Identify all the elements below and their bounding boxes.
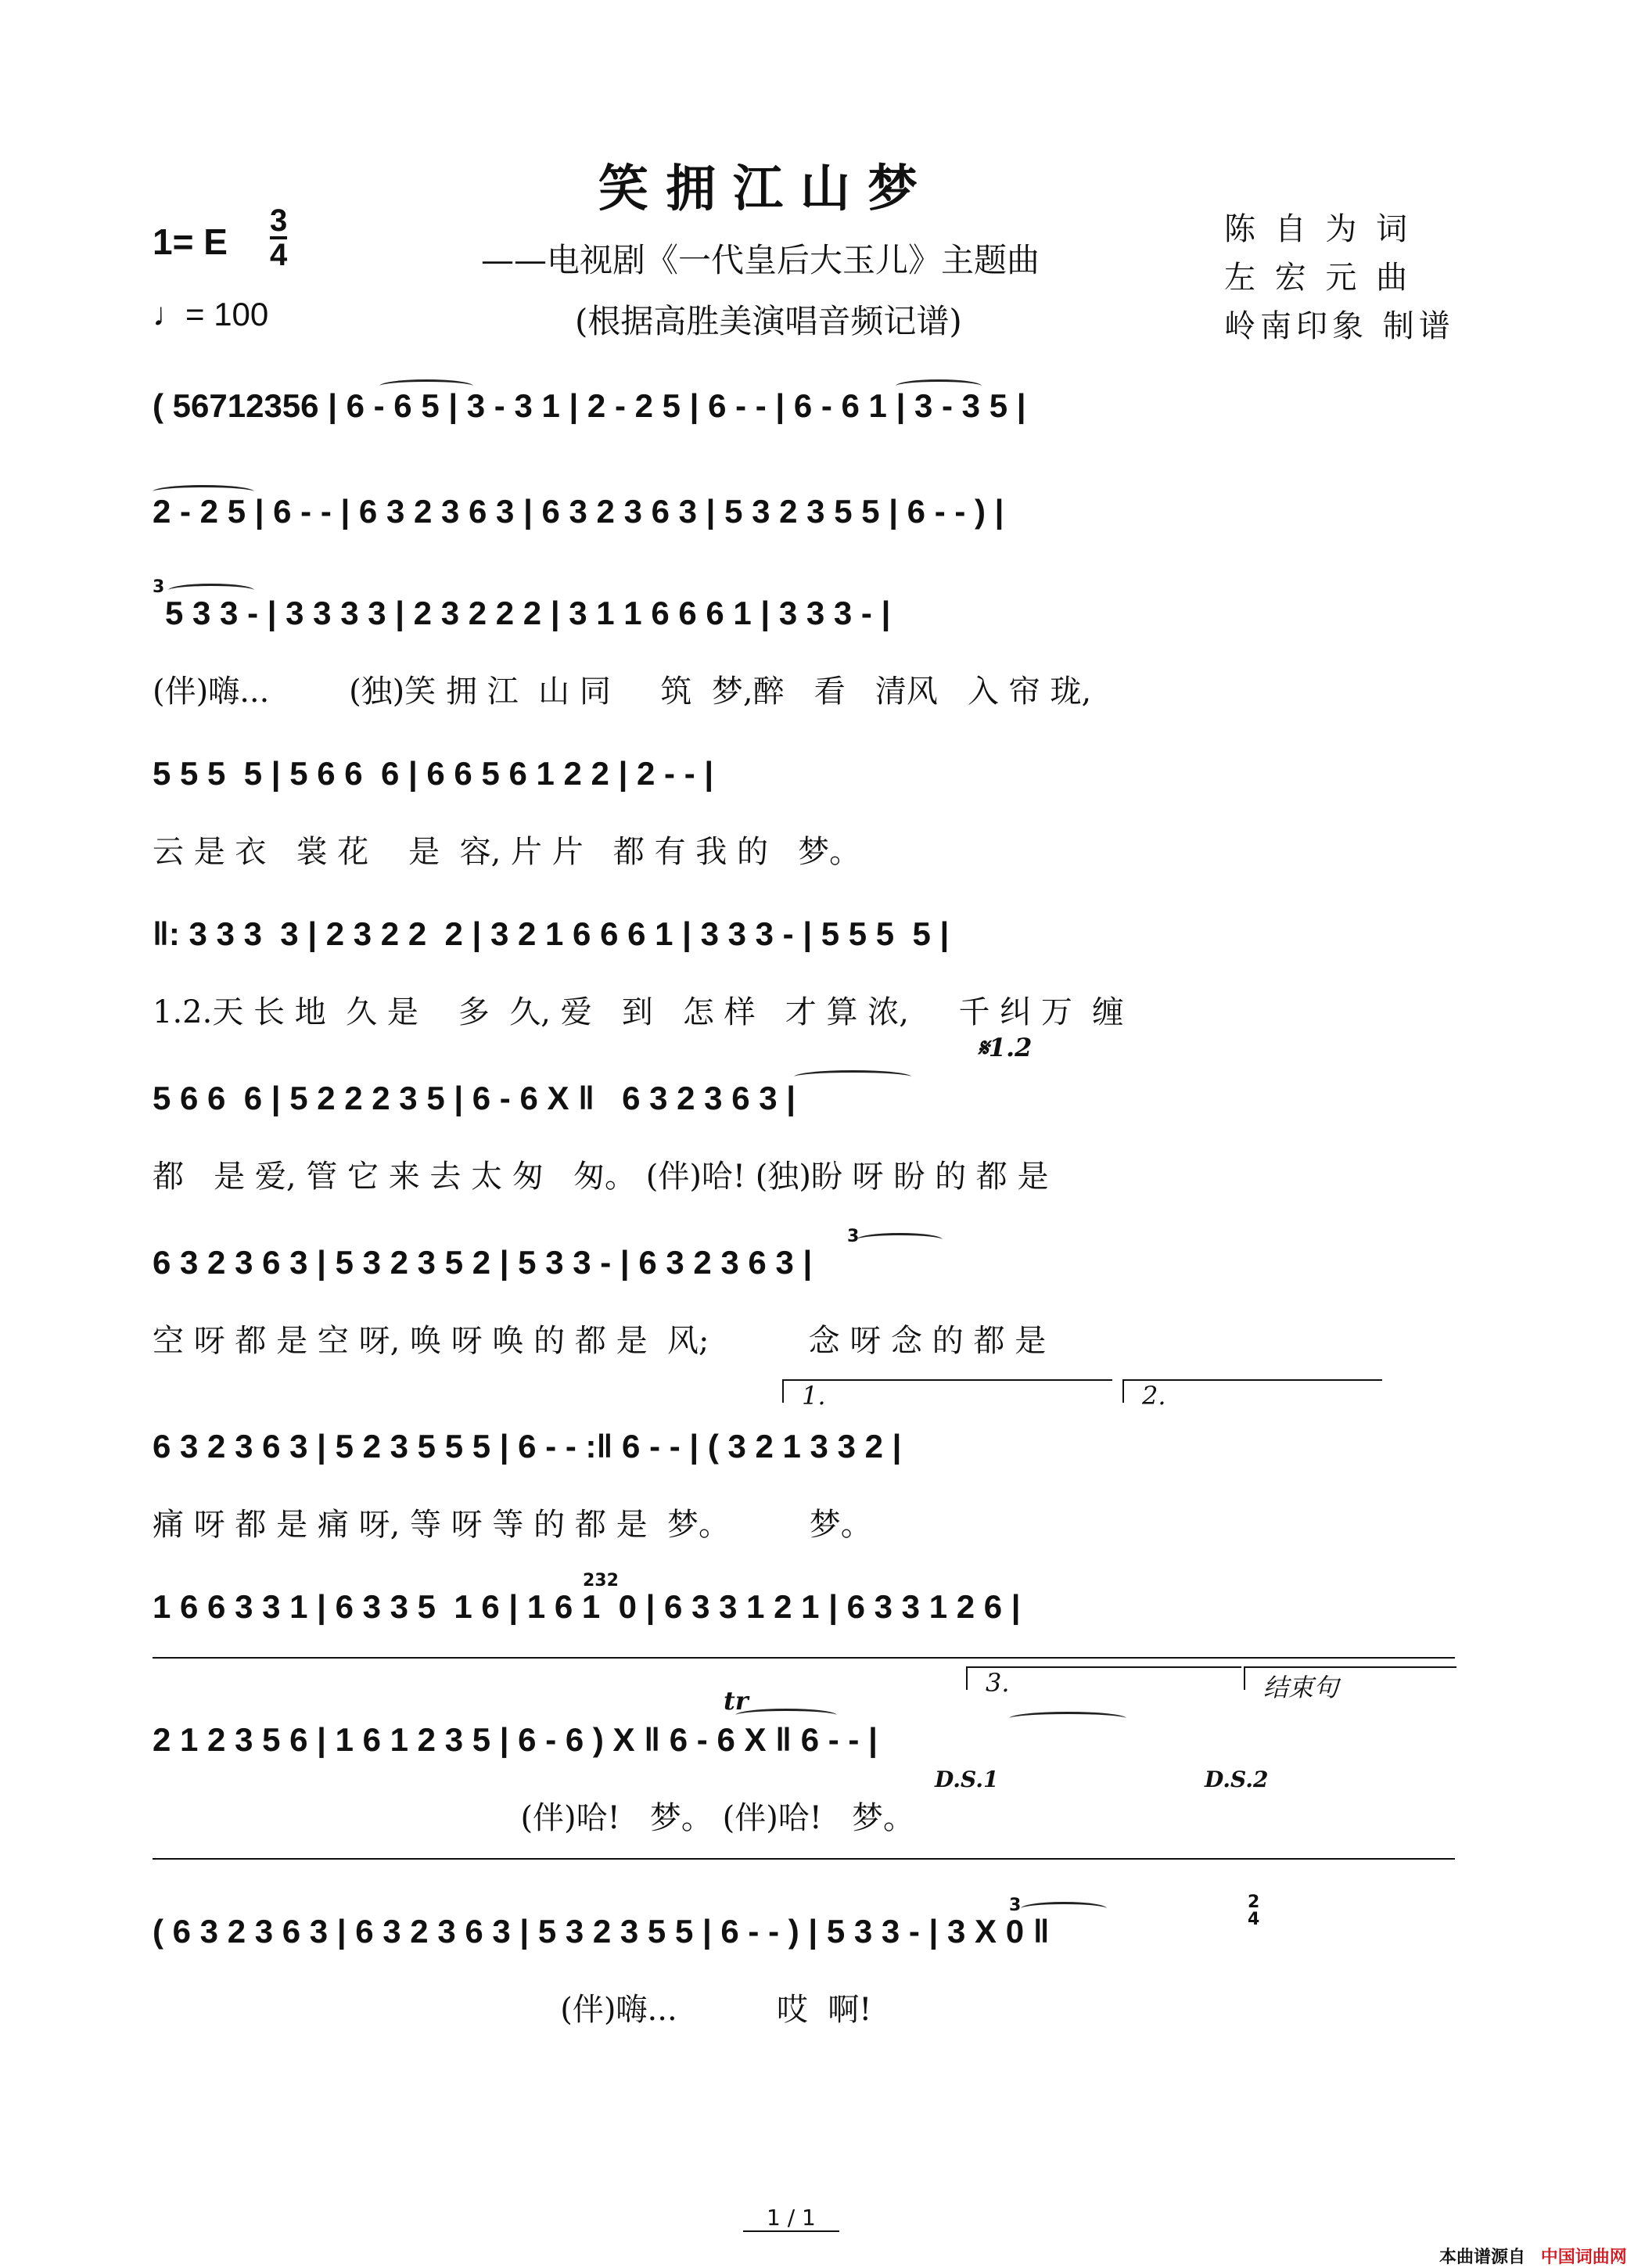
segno-mark: 𝄋1.2 [978,1033,1033,1062]
tie [1009,1712,1126,1725]
divider-line [153,1858,1455,1860]
volta-2-label: 2. [1142,1381,1166,1411]
tie [168,584,254,597]
arranger: 岭南印象 制谱 [1224,308,1455,344]
quarter-note-icon: ♩ [153,296,185,332]
system-lyrics: (伴)嗨... 哎 啊! [153,1992,872,2028]
ds2-mark: D.S.2 [1205,1767,1269,1792]
source-credit [1439,2244,1627,2268]
volta-3-label: 3. [986,1668,1010,1698]
system-7 [153,1227,1455,1361]
system-1 [153,387,1455,458]
system-notes: ( 6 3 2 3 6 3 | 6 3 2 3 6 3 | 5 3 2 3 5 5 | 6 - - ) | 5 3 3 - | 3 X 0 ‖ [153,1913,1050,1950]
tie [153,485,254,498]
ds1-mark: D.S.1 [935,1767,999,1792]
lyricist: 陈 自 为 词 [1224,211,1413,247]
system-lyrics: (伴)哈! 梦。 (伴)哈! 梦。 [153,1800,915,1836]
song-subtitle: ——电视剧《一代皇后大玉儿》主题曲 [481,241,1040,279]
page-number-text: 1 / 1 [743,2205,839,2232]
system-notes: 2 1 2 3 5 6 | 1 6 1 2 3 5 | 6 - 6 ) X ‖ 6 - 6 X ‖ 6 - - | [153,1721,878,1758]
tie [379,379,473,393]
tie [735,1709,837,1722]
system-notes: ( 56712356 | 6 - 6 5 | 3 - 3 1 | 2 - 2 5 | 6 - - | 6 - 6 1 | 3 - 3 5 | [153,387,1026,424]
system-10 [153,1668,1455,1846]
system-lyrics: 云 是 衣 裳 花 是 容, 片 片 都 有 我 的 梦。 [153,834,861,870]
source-site: 中国词曲网 [1540,2248,1627,2267]
time-bottom: 4 [270,238,288,272]
source-label: 本曲谱源自 [1439,2248,1526,2267]
system-lyrics: 空 呀 都 是 空 呀, 唤 呀 唤 的 都 是 风; 念 呀 念 的 都 是 [153,1323,1047,1359]
system-notes: 6 3 2 3 6 3 | 5 3 2 3 5 2 | 5 3 3 - | 6 3 2 3 6 3 | [153,1244,813,1281]
coda-label: 结束句 [1263,1673,1339,1702]
grace-time-mark: 3 [153,577,165,597]
tie [794,1070,911,1084]
tempo-value: = 100 [185,296,269,332]
credits [1224,205,1455,350]
system-5 [153,915,1455,1033]
song-title: 笑拥江山梦 [598,160,935,218]
tempo-marking [153,296,268,333]
grace-time-mark: 3 [1009,1896,1022,1915]
grace-time-mark: 3 [847,1227,860,1246]
system-lyrics: 都 是 爱, 管 它 来 去 太 匆 匆。 (伴)哈! (独)盼 呀 盼 的 都 是 [153,1159,1049,1195]
system-8 [153,1381,1455,1545]
system-notes: ‖: 3 3 3 3 | 2 3 2 2 2 | 3 2 1 6 6 6 1 | 3 3 3 - | 5 5 5 5 | [153,915,950,952]
transcription-note: (根据高胜美演唱音频记谱) [575,302,962,340]
divider-line [153,1657,1455,1659]
composer: 左 宏 元 曲 [1224,260,1413,296]
system-6 [153,1033,1455,1197]
system-4 [153,755,1455,872]
system-notes: 1 6 6 3 3 1 | 6 3 3 5 1 6 | 1 6 1 0 | 6 3 3 1 2 1 | 6 3 3 1 2 6 | [153,1588,1021,1625]
system-notes: 5 3 3 - | 3 3 3 3 | 2 3 2 2 2 | 3 1 1 6 6 6 1 | 3 3 3 - | [165,595,891,631]
volta-1-label: 1. [802,1381,826,1411]
grace-notes: 232 [583,1571,619,1590]
volta-bracket-1 [782,1379,1112,1403]
key-label: 1= E [153,221,228,262]
time-top: 3 [270,203,288,238]
system-9 [153,1571,1455,1659]
system-notes: 5 5 5 5 | 5 6 6 6 | 6 6 5 6 1 2 2 | 2 - - | [153,755,714,792]
page-number [743,2205,839,2230]
time2-bottom: 4 [1248,1910,1260,1929]
system-11 [153,1892,1455,2038]
system-notes: 2 - 2 5 | 6 - - | 6 3 2 3 6 3 | 6 3 2 3 6 3 | 5 3 2 3 5 5 | 6 - - ) | [153,493,1004,530]
system-2 [153,493,1455,563]
key-signature [153,221,228,263]
system-lyrics: (伴)嗨... (独)笑 拥 江 山 同 筑 梦,醉 看 清风 入 帘 珑, [153,674,1092,710]
system-lyrics: 痛 呀 都 是 痛 呀, 等 呀 等 的 都 是 梦。 梦。 [153,1507,872,1543]
system-notes: 6 3 2 3 6 3 | 5 2 3 5 5 5 | 6 - - :‖ 6 - - | ( 3 2 1 3 3 2 | [153,1428,902,1465]
system-notes: 5 6 6 6 | 5 2 2 2 3 5 | 6 - 6 X ‖ 6 3 2 3 6 3 | [153,1080,796,1116]
tie [857,1233,943,1246]
system-lyrics: 1.2.天 长 地 久 是 多 久, 爱 到 怎 样 才 算 浓, 千 纠 万 缠 [153,994,1124,1030]
time2-top: 2 [1248,1892,1260,1912]
system-3 [153,577,1455,720]
tie [896,379,982,393]
trill-mark: tr [724,1686,749,1716]
time-signature [270,205,287,271]
